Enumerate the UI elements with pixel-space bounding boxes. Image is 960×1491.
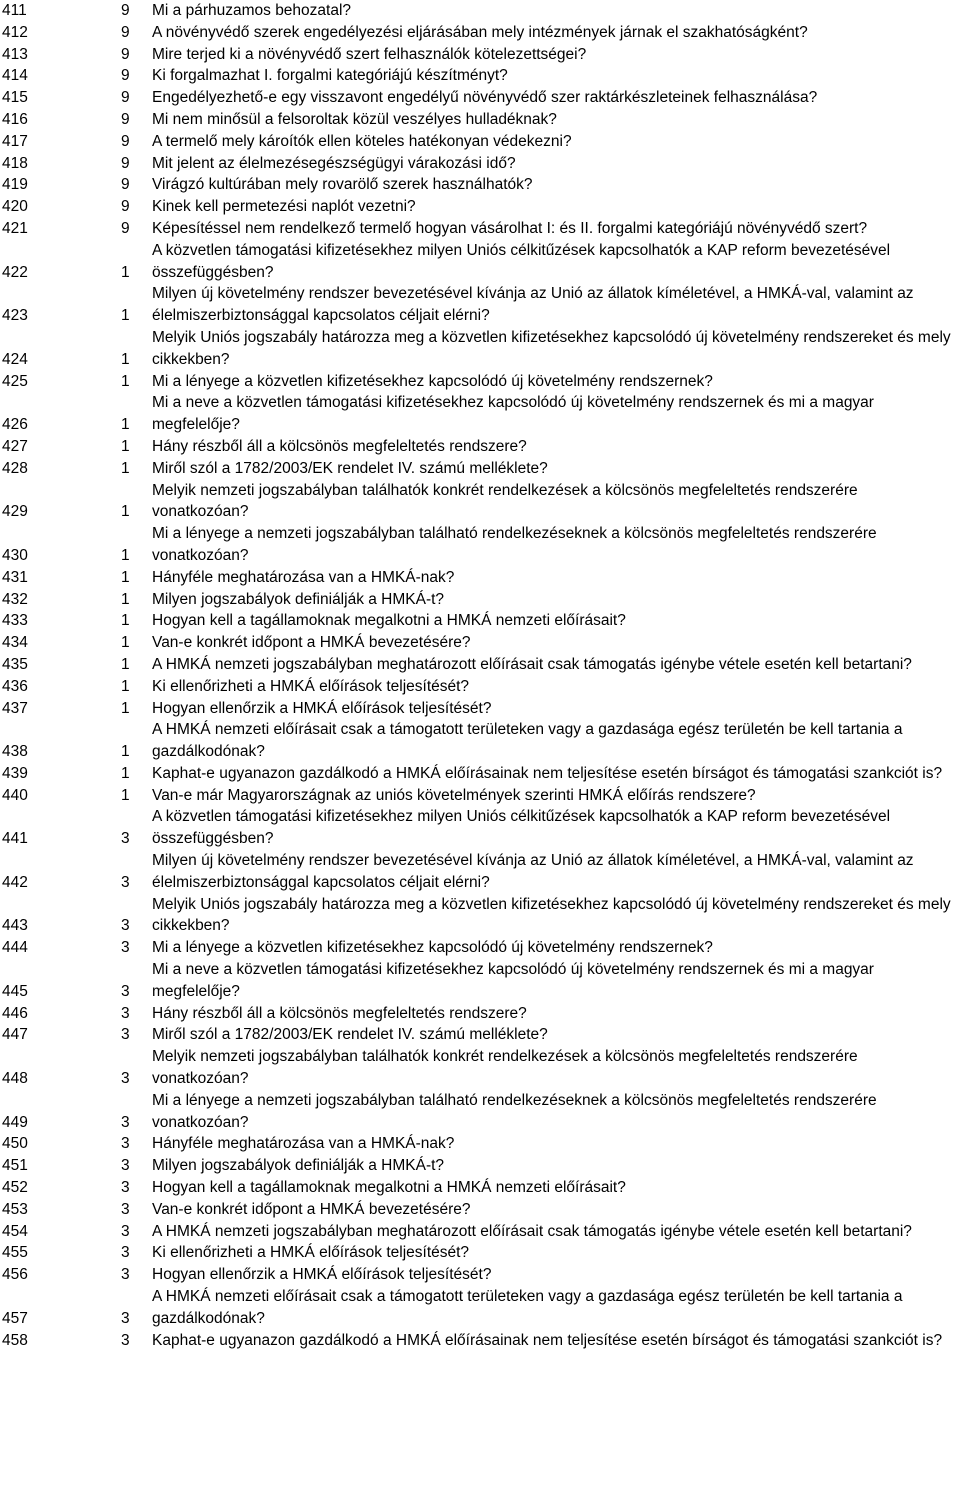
question-text: Mi a lényege a közvetlen kifizetésekhez kapcsolódó új követelmény rendszernek? xyxy=(152,939,713,957)
question-text: A közvetlen támogatási kifizetésekhez milyen Uniós célkitűzések kapcsolhatók a KAP reform bevezetésével összefüggésben? xyxy=(152,808,891,848)
question-category: 9 xyxy=(121,67,130,85)
question-category: 3 xyxy=(121,830,130,848)
question-category: 1 xyxy=(121,372,130,390)
question-category: 1 xyxy=(121,416,130,434)
question-number: 453 xyxy=(2,1200,28,1218)
question-category: 1 xyxy=(121,590,130,608)
question-row xyxy=(0,850,960,894)
question-number: 435 xyxy=(2,655,28,673)
question-text: Mi a neve a közvetlen támogatási kifizetésekhez kapcsolódó új követelmény rendszernek és mi a magyar megfelelője? xyxy=(152,961,874,1000)
question-row xyxy=(0,109,960,131)
question-number: 442 xyxy=(2,873,28,891)
question-row xyxy=(0,1330,960,1352)
question-row xyxy=(0,937,960,959)
question-number: 437 xyxy=(2,699,28,717)
question-category: 1 xyxy=(121,503,130,521)
question-text: Hányféle meghatározása van a HMKÁ-nak? xyxy=(152,1135,455,1153)
question-text: A HMKÁ nemzeti jogszabályban meghatározott előírásait csak támogatás igénybe vétele esetén kell betartani? xyxy=(152,655,912,673)
question-row xyxy=(0,806,960,850)
question-category: 3 xyxy=(121,873,130,891)
question-text: Mi a lényege a nemzeti jogszabályban található rendelkezéseknek a kölcsönös megfeleltetés rendszerére vonatkozóan? xyxy=(152,1091,877,1131)
question-row xyxy=(0,959,960,1003)
question-row xyxy=(0,610,960,632)
question-text: Kaphat-e ugyanazon gazdálkodó a HMKÁ előírásainak nem teljesítése esetén bírságot és támogatási szankciót is? xyxy=(152,1331,943,1349)
question-number: 440 xyxy=(2,786,28,804)
question-number: 434 xyxy=(2,634,28,652)
question-row xyxy=(0,371,960,393)
question-category: 3 xyxy=(121,1331,130,1349)
question-text: A növényvédő szerek engedélyezési eljárásában mely intézmények járnak el szakhatóságként? xyxy=(152,23,808,41)
question-row xyxy=(0,589,960,611)
question-number: 436 xyxy=(2,677,28,695)
question-category: 1 xyxy=(121,786,130,804)
question-row xyxy=(0,44,960,66)
question-text: Milyen jogszabályok definiálják a HMKÁ-t? xyxy=(152,1157,445,1175)
question-text: Melyik nemzeti jogszabályban találhatók konkrét rendelkezések a kölcsönös megfeleltetés rendszerére vonatkozóan? xyxy=(152,1048,858,1088)
question-text: A HMKÁ nemzeti előírásait csak a támogatott területeken vagy a gazdasága egész területén be kell tartania a gazdálkodónak? xyxy=(152,721,903,761)
question-row xyxy=(0,22,960,44)
question-number: 415 xyxy=(2,89,28,107)
question-row xyxy=(0,1221,960,1243)
question-number: 452 xyxy=(2,1179,28,1197)
question-category: 3 xyxy=(121,1157,130,1175)
question-text: Képesítéssel nem rendelkező termelő hogyan vásárolhat I: és II. forgalmi kategóriájú növényvédő szert? xyxy=(152,219,868,237)
question-row xyxy=(0,698,960,720)
question-number: 445 xyxy=(2,982,28,1000)
question-number: 421 xyxy=(2,219,28,237)
question-number: 425 xyxy=(2,372,28,390)
question-row xyxy=(0,153,960,175)
question-text: Milyen új követelmény rendszer bevezetésével kívánja az Unió az állatok kíméletével, a HMKÁ-val, valamint az élelmiszerbiztonsággal kapcsolatos céljait elérni? xyxy=(152,285,914,325)
question-number: 441 xyxy=(2,830,28,848)
question-category: 3 xyxy=(121,1135,130,1153)
question-category: 1 xyxy=(121,546,130,564)
question-row xyxy=(0,1024,960,1046)
question-text: Hogyan kell a tagállamoknak megalkotni a HMKÁ nemzeti előírásait? xyxy=(152,612,626,630)
question-row xyxy=(0,894,960,938)
question-row xyxy=(0,523,960,567)
question-row xyxy=(0,1090,960,1134)
question-text: Hogyan kell a tagállamoknak megalkotni a HMKÁ nemzeti előírásait? xyxy=(152,1179,626,1197)
question-text: Mire terjed ki a növényvédő szert felhasználók kötelezettségei? xyxy=(152,45,587,63)
question-row xyxy=(0,1003,960,1025)
question-row xyxy=(0,1046,960,1090)
question-number: 451 xyxy=(2,1157,28,1175)
question-number: 416 xyxy=(2,110,28,128)
question-number: 413 xyxy=(2,45,28,63)
question-number: 438 xyxy=(2,743,28,761)
question-category: 9 xyxy=(121,2,130,19)
question-text: Milyen jogszabályok definiálják a HMKÁ-t? xyxy=(152,590,445,608)
question-category: 1 xyxy=(121,677,130,695)
question-text: Mi nem minősül a felsoroltak közül veszélyes hulladéknak? xyxy=(152,110,557,128)
question-text: Ki ellenőrizheti a HMKÁ előírások teljesítését? xyxy=(152,1244,470,1262)
question-text: Kinek kell permetezési naplót vezetni? xyxy=(152,198,416,216)
question-category: 3 xyxy=(121,1113,130,1131)
question-number: 412 xyxy=(2,23,28,41)
question-row xyxy=(0,1199,960,1221)
question-row xyxy=(0,458,960,480)
question-text: Mi a lényege a nemzeti jogszabályban található rendelkezéseknek a kölcsönös megfeleltetés rendszerére vonatkozóan? xyxy=(152,525,877,564)
question-number: 457 xyxy=(2,1309,28,1327)
question-category: 1 xyxy=(121,459,130,477)
question-text: Kaphat-e ugyanazon gazdálkodó a HMKÁ előírásainak nem teljesítése esetén bírságot és támogatási szankciót is? xyxy=(152,764,943,782)
question-number: 444 xyxy=(2,939,28,957)
question-text: Miről szól a 1782/2003/EK rendelet IV. számú melléklete? xyxy=(152,459,548,477)
question-category: 1 xyxy=(121,634,130,652)
question-text: Mi a neve a közvetlen támogatási kifizetésekhez kapcsolódó új követelmény rendszernek és mi a magyar megfelelője? xyxy=(152,394,874,434)
question-row xyxy=(0,283,960,327)
question-category: 9 xyxy=(121,23,130,41)
question-number: 449 xyxy=(2,1113,28,1131)
question-category: 1 xyxy=(121,263,130,281)
question-number: 419 xyxy=(2,176,28,194)
question-number: 428 xyxy=(2,459,28,477)
question-text: Melyik Uniós jogszabály határozza meg a közvetlen kifizetésekhez kapcsolódó új követelmény rendszereket és mely cikkekben? xyxy=(152,328,951,368)
question-row xyxy=(0,87,960,109)
question-text: Mit jelent az élelmezésegészségügyi várakozási idő? xyxy=(152,154,516,172)
question-number: 418 xyxy=(2,154,28,172)
question-row xyxy=(0,65,960,87)
question-row xyxy=(0,654,960,676)
question-row xyxy=(0,1286,960,1330)
question-number: 450 xyxy=(2,1135,28,1153)
question-category: 3 xyxy=(121,1244,130,1262)
question-row xyxy=(0,1177,960,1199)
question-number: 446 xyxy=(2,1004,28,1022)
question-text: Van-e már Magyarországnak az uniós követelmények szerinti HMKÁ előírás rendszere? xyxy=(152,786,756,804)
question-category: 9 xyxy=(121,219,130,237)
question-number: 448 xyxy=(2,1070,28,1088)
question-row xyxy=(0,196,960,218)
question-category: 3 xyxy=(121,1309,130,1327)
question-category: 1 xyxy=(121,612,130,630)
question-text: A HMKÁ nemzeti jogszabályban meghatározott előírásait csak támogatás igénybe vétele esetén kell betartani? xyxy=(152,1222,912,1240)
question-number: 411 xyxy=(2,2,27,19)
question-row xyxy=(0,632,960,654)
question-category: 9 xyxy=(121,45,130,63)
question-category: 3 xyxy=(121,1179,130,1197)
question-text: A közvetlen támogatási kifizetésekhez milyen Uniós célkitűzések kapcsolhatók a KAP reform bevezetésével összefüggésben? xyxy=(152,241,891,281)
question-row xyxy=(0,436,960,458)
question-category: 3 xyxy=(121,939,130,957)
question-category: 3 xyxy=(121,917,130,935)
question-text: Melyik Uniós jogszabály határozza meg a közvetlen kifizetésekhez kapcsolódó új követelmény rendszereket és mely cikkekben? xyxy=(152,895,951,935)
question-text: Hány részből áll a kölcsönös megfeleltetés rendszere? xyxy=(152,437,527,455)
question-number: 454 xyxy=(2,1222,28,1240)
question-row xyxy=(0,1133,960,1155)
question-row xyxy=(0,719,960,763)
question-row xyxy=(0,240,960,284)
question-row xyxy=(0,567,960,589)
question-text: Milyen új követelmény rendszer bevezetésével kívánja az Unió az állatok kíméletével, a HMKÁ-val, valamint az élelmiszerbiztonsággal kapcsolatos céljait elérni? xyxy=(152,852,914,891)
question-category: 3 xyxy=(121,982,130,1000)
question-category: 9 xyxy=(121,89,130,107)
question-number: 430 xyxy=(2,546,28,564)
question-row xyxy=(0,763,960,785)
question-category: 1 xyxy=(121,699,130,717)
question-number: 433 xyxy=(2,612,28,630)
question-category: 9 xyxy=(121,176,130,194)
question-row xyxy=(0,0,960,22)
question-number: 439 xyxy=(2,764,28,782)
question-number: 420 xyxy=(2,198,28,216)
question-row xyxy=(0,327,960,371)
question-row xyxy=(0,1242,960,1264)
question-row xyxy=(0,676,960,698)
question-category: 3 xyxy=(121,1026,130,1044)
question-category: 3 xyxy=(121,1004,130,1022)
question-number: 455 xyxy=(2,1244,28,1262)
question-category: 9 xyxy=(121,110,130,128)
question-category: 1 xyxy=(121,437,130,455)
question-row xyxy=(0,174,960,196)
question-text: Virágzó kultúrában mely rovarölő szerek használhatók? xyxy=(152,176,533,194)
question-text: A termelő mely károítók ellen köteles hatékonyan védekezni? xyxy=(152,132,572,150)
question-category: 9 xyxy=(121,132,130,150)
question-number: 458 xyxy=(2,1331,28,1349)
question-number: 431 xyxy=(2,568,28,586)
question-category: 1 xyxy=(121,764,130,782)
question-row xyxy=(0,1155,960,1177)
question-row xyxy=(0,131,960,153)
question-number: 426 xyxy=(2,416,28,434)
question-text: Van-e konkrét időpont a HMKÁ bevezetésére? xyxy=(152,1200,471,1218)
question-number: 443 xyxy=(2,917,28,935)
question-category: 3 xyxy=(121,1070,130,1088)
question-number: 414 xyxy=(2,67,28,85)
question-text: Ki ellenőrizheti a HMKÁ előírások teljesítését? xyxy=(152,677,470,695)
question-category: 9 xyxy=(121,154,130,172)
question-number: 447 xyxy=(2,1026,28,1044)
question-category: 9 xyxy=(121,198,130,216)
question-row xyxy=(0,218,960,240)
question-category: 1 xyxy=(121,568,130,586)
question-text: Mi a lényege a közvetlen kifizetésekhez kapcsolódó új követelmény rendszernek? xyxy=(152,372,713,390)
question-number: 417 xyxy=(2,132,28,150)
question-category: 1 xyxy=(121,655,130,673)
question-row xyxy=(0,480,960,524)
question-category: 3 xyxy=(121,1200,130,1218)
question-text: Mi a párhuzamos behozatal? xyxy=(152,2,352,19)
question-category: 1 xyxy=(121,743,130,761)
question-text: Melyik nemzeti jogszabályban találhatók konkrét rendelkezések a kölcsönös megfeleltetés rendszerére vonatkozóan? xyxy=(152,481,858,521)
question-text: Van-e konkrét időpont a HMKÁ bevezetésére? xyxy=(152,634,471,652)
question-text: Hogyan ellenőrzik a HMKÁ előírások teljesítését? xyxy=(152,1266,492,1284)
question-text: Miről szól a 1782/2003/EK rendelet IV. számú melléklete? xyxy=(152,1026,548,1044)
question-text: Engedélyezhető-e egy visszavont engedélyű növényvédő szer raktárkészleteinek felhasználása? xyxy=(152,89,818,107)
question-number: 422 xyxy=(2,263,28,281)
question-number: 429 xyxy=(2,503,28,521)
question-row xyxy=(0,1264,960,1286)
question-row xyxy=(0,785,960,807)
question-text: Hogyan ellenőrzik a HMKÁ előírások teljesítését? xyxy=(152,699,492,717)
question-category: 1 xyxy=(121,350,130,368)
question-number: 423 xyxy=(2,307,28,325)
question-text: Ki forgalmazhat I. forgalmi kategóriájú készítményt? xyxy=(152,67,508,85)
question-row xyxy=(0,392,960,436)
question-number: 432 xyxy=(2,590,28,608)
question-category: 1 xyxy=(121,307,130,325)
question-category: 3 xyxy=(121,1266,130,1284)
question-number: 424 xyxy=(2,350,28,368)
question-number: 456 xyxy=(2,1266,28,1284)
question-text: Hány részből áll a kölcsönös megfeleltetés rendszere? xyxy=(152,1004,527,1022)
question-number: 427 xyxy=(2,437,28,455)
question-category: 3 xyxy=(121,1222,130,1240)
question-text: Hányféle meghatározása van a HMKÁ-nak? xyxy=(152,568,455,586)
question-text: A HMKÁ nemzeti előírásait csak a támogatott területeken vagy a gazdasága egész területén be kell tartania a gazdálkodónak? xyxy=(152,1288,903,1327)
